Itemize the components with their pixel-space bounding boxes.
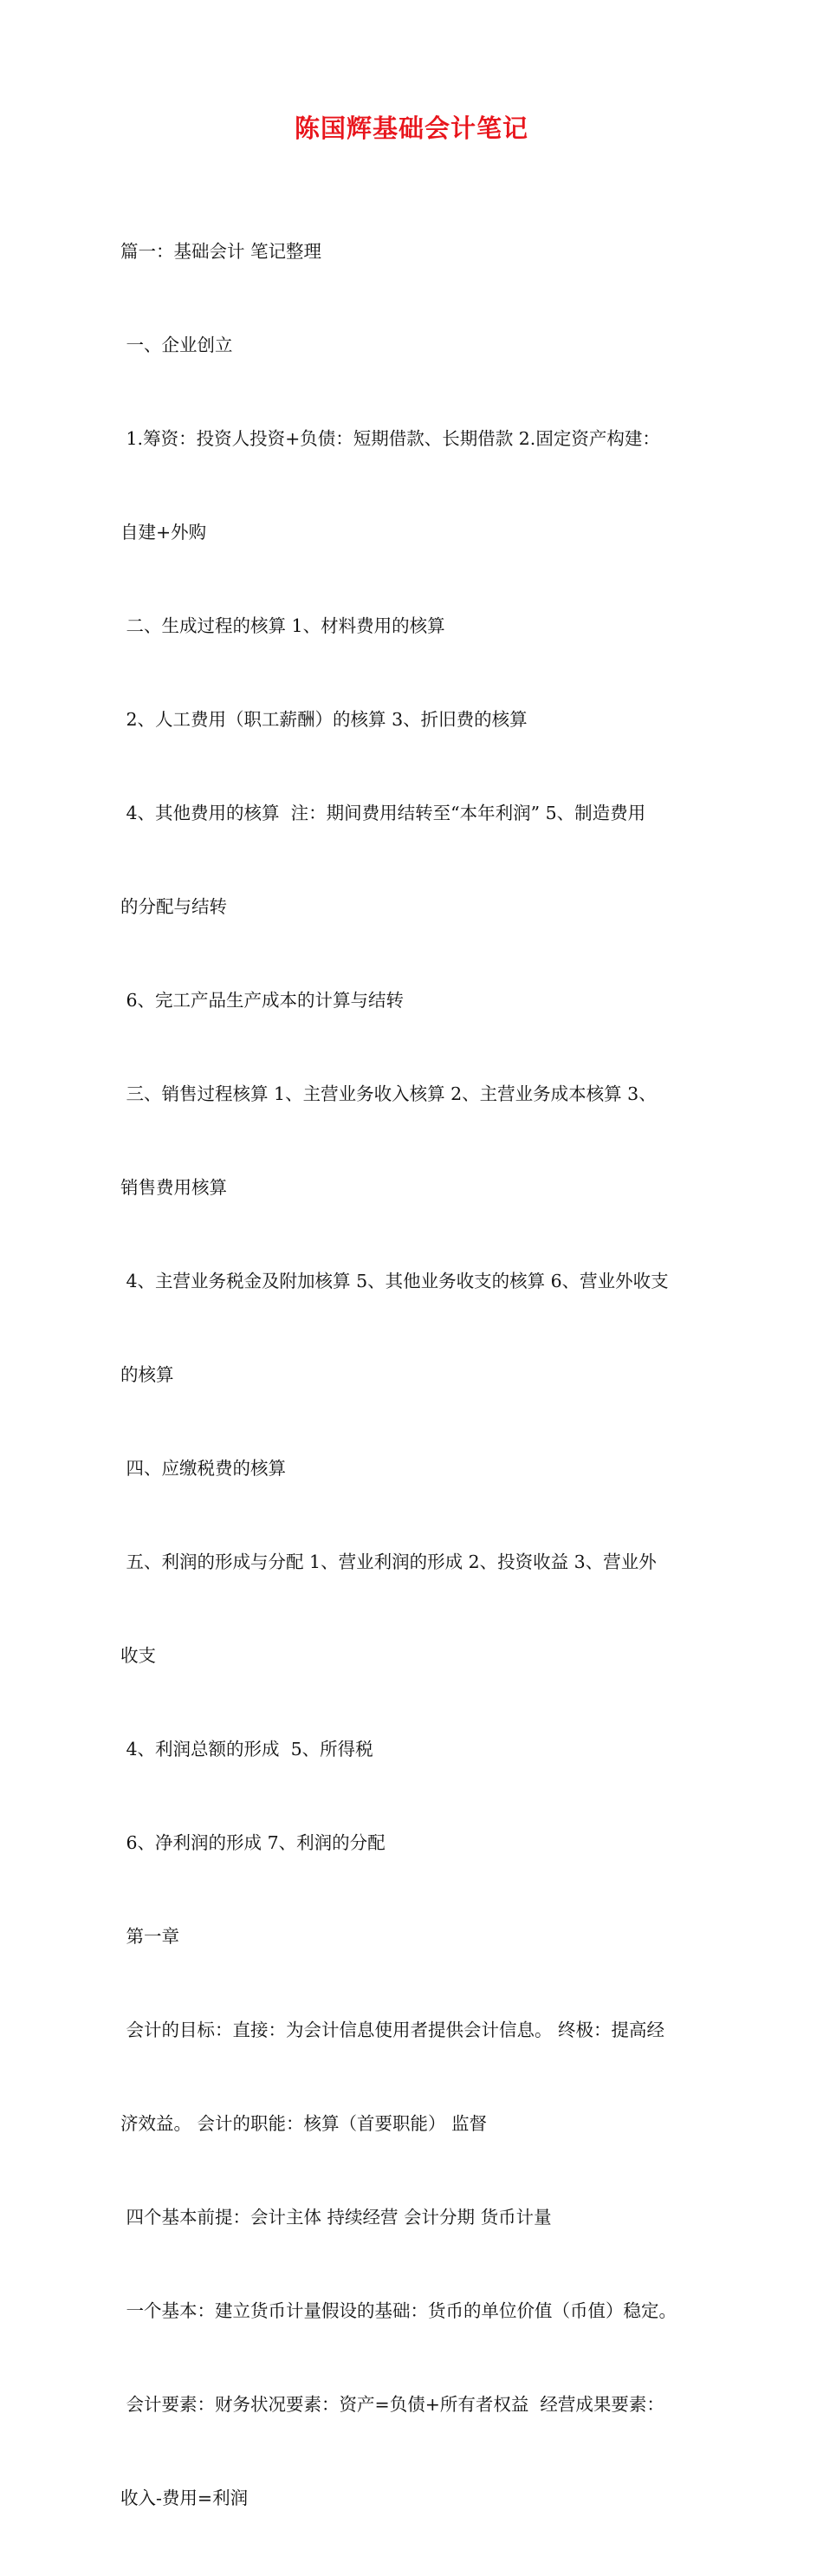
- text-line: 6、完工产品生产成本的计算与结转: [120, 990, 405, 1011]
- text-line: 4、主营业务税金及附加核算 5、其他业务收支的核算 6、营业外收支: [120, 1271, 669, 1291]
- text-line: 会计要素：财务状况要素：资产=负债+所有者权益 经营成果要素：: [120, 2394, 664, 2415]
- document-title: 陈国辉基础会计笔记: [294, 114, 528, 143]
- text-line: 济效益。 会计的职能：核算（首要职能） 监督: [120, 2113, 488, 2134]
- text-line: 6、净利润的形成 7、利润的分配: [120, 1832, 386, 1853]
- text-line: 4、利润总额的形成 5、所得税: [120, 1739, 373, 1760]
- document-body: [120, 173, 710, 2576]
- text-line: 二、生成过程的核算 1、材料费用的核算: [120, 615, 445, 636]
- text-line: 自建+外购: [120, 522, 207, 543]
- text-line: 销售费用核算: [120, 1177, 227, 1198]
- text-line: 一个基本：建立货币计量假设的基础：货币的单位价值（币值）稳定。: [120, 2300, 677, 2321]
- text-line: 2、人工费用（职工薪酬）的核算 3、折旧费的核算: [120, 709, 528, 730]
- text-line: 的核算: [120, 1364, 174, 1385]
- text-line: 第一章: [120, 1926, 180, 1947]
- text-line: 篇一：基础会计 笔记整理: [120, 241, 322, 262]
- text-line: 一、企业创立: [120, 335, 233, 355]
- text-line: 四个基本前提：会计主体 持续经营 会计分期 货币计量: [120, 2207, 552, 2228]
- text-line: 会计的目标：直接：为会计信息使用者提供会计信息。 终极：提高经: [120, 2020, 665, 2040]
- text-line: 4、其他费用的核算 注：期间费用结转至“本年利润” 5、制造费用: [120, 803, 646, 823]
- text-line: 三、销售过程核算 1、主营业务收入核算 2、主营业务成本核算 3、: [120, 1083, 657, 1104]
- text-line: 五、利润的形成与分配 1、营业利润的形成 2、投资收益 3、营业外: [120, 1551, 657, 1572]
- text-line: 收支: [120, 1645, 156, 1666]
- text-line: 的分配与结转: [120, 896, 227, 917]
- text-line: 四、应缴税费的核算: [120, 1458, 287, 1479]
- text-line: 1.筹资：投资人投资+负债：短期借款、长期借款 2.固定资产构建：: [120, 428, 660, 449]
- text-line: 收入-费用=利润: [120, 2488, 249, 2508]
